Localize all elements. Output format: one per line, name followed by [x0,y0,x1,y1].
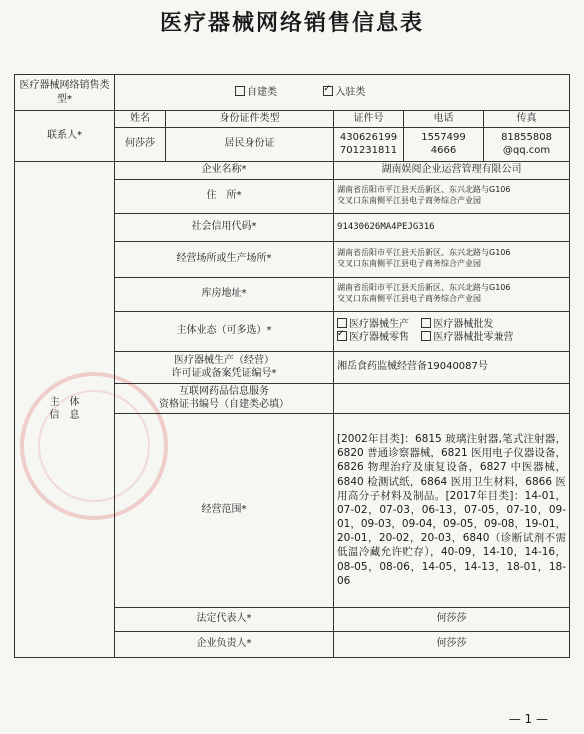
contact-id-no [334,127,404,161]
entity-label-line-1: 主 体 [49,396,80,408]
contact-name: 何莎莎 [115,127,166,161]
contact-phone-1: 1557499 [421,131,466,143]
option-settled: 入驻类 [335,86,366,98]
license-value: 湘岳食药监械经营备19040087号 [334,351,570,383]
contact-email-1: 81855808 [501,131,552,143]
bf-both: 医疗器械批零兼营 [433,332,514,343]
premises-line-2: 交叉口东南侧平江县电子商务综合产业园 [337,259,481,268]
residence-line-2: 交叉口东南侧平江县电子商务综合产业园 [337,196,481,205]
legal-rep-value: 何莎莎 [334,607,570,631]
scope-value: [2002年目类]：6815 玻璃注射器,笔式注射器，6820 普通诊察器械，6821 医用电子仪器设备，6826 物理治疗及康复设备，6827 中医器械，6840 检测试纸，6864 医用卫生材料，6866 医用高分子材料及制品。[2017年目类]：14-01，07-02，07-03，06-13，07-05，07-10，09-01，09-03，09-04，09-05，09-08，19-01，20-01，20-02，20-03，6840（诊断试剂不需低温冷藏允许贮存），40-09，14-10，14-16，08-05，08-06，14-05，14-13，18-01，18-06 [334,413,570,607]
header-fax: 传真 [484,111,570,128]
license-label-line-2: 许可证或备案凭证编号* [171,368,277,379]
contact-id-type: 居民身份证 [166,127,334,161]
warehouse-line-2: 交叉口东南侧平江县电子商务综合产业园 [337,294,481,303]
residence-label: 住 所* [115,179,334,213]
license-label-line-1: 医疗器械生产（经营） [174,354,274,366]
internet-cert-label [115,383,334,413]
premises-label: 经营场所或生产场所* [115,241,334,277]
contact-id-no-2: 701231811 [339,145,398,156]
entity-label-line-2: 信 息 [49,410,80,421]
residence-value [334,179,570,213]
checkbox-wholesale[interactable] [421,318,431,328]
credit-code-label: 社会信用代码* [115,213,334,241]
warehouse-label: 库房地址* [115,277,334,311]
contact-email-2: @qq.com [502,145,551,156]
company-value: 湖南娱阅企业运营管理有限公司 [334,161,570,179]
manager-value: 何莎莎 [334,631,570,657]
business-form-label: 主体业态（可多选）* [115,311,334,351]
scope-label: 经营范围* [115,413,334,607]
contact-phone [404,127,484,161]
checkbox-production[interactable] [337,318,347,328]
company-label: 企业名称* [115,161,334,179]
warehouse-value [334,277,570,311]
header-id-no: 证件号 [334,111,404,128]
bf-production: 医疗器械生产 [349,318,409,330]
license-label [115,351,334,383]
manager-label: 企业负责人* [115,631,334,657]
contact-phone-2: 4666 [430,145,457,156]
checkbox-self[interactable] [235,86,245,96]
sales-info-table [14,74,570,658]
warehouse-line-1: 湖南省岳阳市平江县天岳新区、东兴北路与G106 [337,283,511,293]
residence-line-1: 湖南省岳阳市平江县天岳新区、东兴北路与G106 [337,185,511,195]
header-id-type: 身份证件类型 [166,111,334,128]
internet-cert-value [334,383,570,413]
credit-code-value: 91430626MA4PEJG316 [334,213,570,241]
sales-type-options [115,75,570,111]
business-form-options [334,311,570,351]
header-name: 姓名 [115,111,166,128]
bf-wholesale: 医疗器械批发 [433,318,494,330]
sales-type-label: 医疗器械网络销售类型* [15,75,115,111]
premises-line-1: 湖南省岳阳市平江县天岳新区、东兴北路与G106 [337,248,511,258]
option-self: 自建类 [247,86,277,98]
header-phone: 电话 [404,111,484,128]
document-title: 医疗器械网络销售信息表 [159,11,424,36]
contact-fax-email [484,127,570,161]
bf-retail: 医疗器械零售 [349,332,409,343]
premises-value [334,241,570,277]
legal-rep-label: 法定代表人* [115,607,334,631]
contact-id-no-1: 430626199 [339,131,398,143]
checkbox-retail[interactable] [337,331,347,341]
checkbox-settled[interactable] [323,86,333,96]
checkbox-both[interactable] [421,331,431,341]
page-number: — 1 — [508,712,548,726]
internet-label-line-2: 资格证书编号（自建类必填） [159,399,289,410]
entity-section-label [15,161,115,657]
contact-label: 联系人* [15,111,115,162]
internet-label-line-1: 互联网药品信息服务 [179,385,269,397]
